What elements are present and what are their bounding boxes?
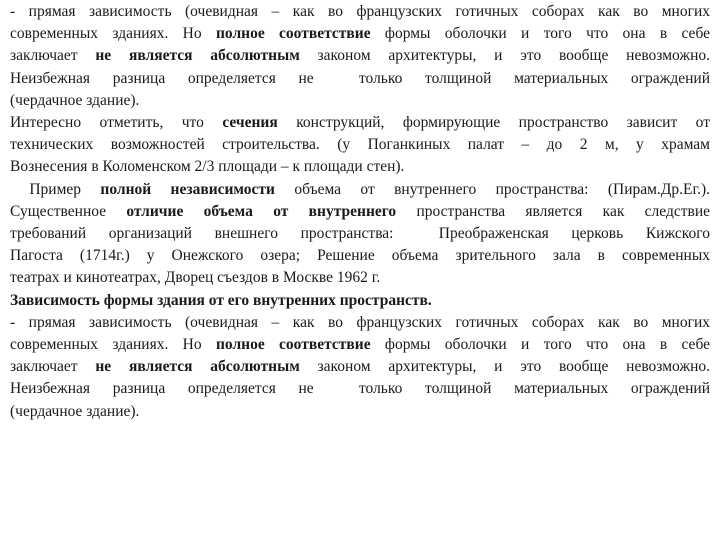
text-segment: - прямая зависимость (очевидная – как во французских готичных соборах как во многих <box>10 3 710 20</box>
text-line <box>10 334 710 356</box>
text-segment: законом архитектуры, и это вообще невозможно. <box>299 358 710 376</box>
text-segment: формы оболочки и того что она в себе <box>370 25 710 43</box>
text-segment: объема от внутреннего пространства: (Пирам.Др.Ег.). <box>274 180 710 198</box>
text-segment: театрах и кинотеатрах, Дворец съездов в Москве 1962 г. <box>10 269 381 287</box>
text-line <box>10 134 710 156</box>
text-segment: пространства является как следствие <box>396 202 710 220</box>
bold-text-segment: полное соответствие <box>215 336 371 353</box>
text-segment: Неизбежная разница определяется не только толщиной материальных ограждений <box>10 380 710 398</box>
text-segment: заключает <box>10 47 96 65</box>
bold-text-segment: сечения <box>222 114 278 131</box>
text-line <box>10 267 710 289</box>
text-line <box>10 68 710 90</box>
text-segment: Вознесения в Коломенском 2/3 площади – к площади стен). <box>10 158 405 176</box>
text-segment: современных зданиях. Но <box>10 25 216 43</box>
text-line <box>10 245 710 267</box>
text-segment: технических возможностей строительства. (у Поганкиных палат – до 2 м, у храмам <box>10 136 710 154</box>
text-segment: законом архитектуры, и это вообще невозможно. <box>299 47 710 65</box>
text-line <box>10 45 710 67</box>
text-segment: требований организаций внешнего пространства: Преображенская церковь Кижского <box>10 225 710 242</box>
bold-text-segment: отличие объема от внутреннего <box>126 202 397 220</box>
text-line <box>10 223 710 245</box>
text-segment: Интересно отметить, что <box>10 114 223 131</box>
text-segment: (чердачное здание). <box>10 91 140 109</box>
text-segment: конструкций, формирующие пространство зависит от <box>277 114 710 131</box>
text-line <box>10 179 710 201</box>
text-line <box>10 290 710 312</box>
bold-text-segment: полной независимости <box>100 180 275 198</box>
bold-text-segment: не является абсолютным <box>95 47 300 65</box>
text-line <box>10 23 710 45</box>
text-line <box>10 401 710 423</box>
text-line <box>10 156 710 178</box>
text-segment: Неизбежная разница определяется не только толщиной материальных ограждений <box>10 69 710 87</box>
text-segment: Существенное <box>10 202 127 220</box>
text-segment: (чердачное здание). <box>10 402 140 420</box>
text-segment: формы оболочки и того что она в себе <box>370 336 710 353</box>
text-segment: Пример <box>10 180 101 198</box>
text-segment: - прямая зависимость (очевидная – как во французских готичных соборах как во многих <box>10 313 710 331</box>
text-segment: современных зданиях. Но <box>10 336 216 353</box>
text-segment: Пагоста (1714г.) у Онежского озера; Решение объема зрительного зала в современных <box>10 247 710 265</box>
text-line <box>10 356 710 378</box>
text-line <box>10 90 710 112</box>
text-line <box>10 378 710 400</box>
text-line <box>10 312 710 334</box>
text-line <box>10 112 710 134</box>
bold-text-segment: не является абсолютным <box>95 358 300 376</box>
bold-text-segment: Зависимость формы здания от его внутренних пространств. <box>10 291 432 309</box>
bold-text-segment: полное соответствие <box>215 25 371 43</box>
text-segment: заключает <box>10 358 96 376</box>
text-line <box>10 201 710 223</box>
text-line <box>10 1 710 23</box>
